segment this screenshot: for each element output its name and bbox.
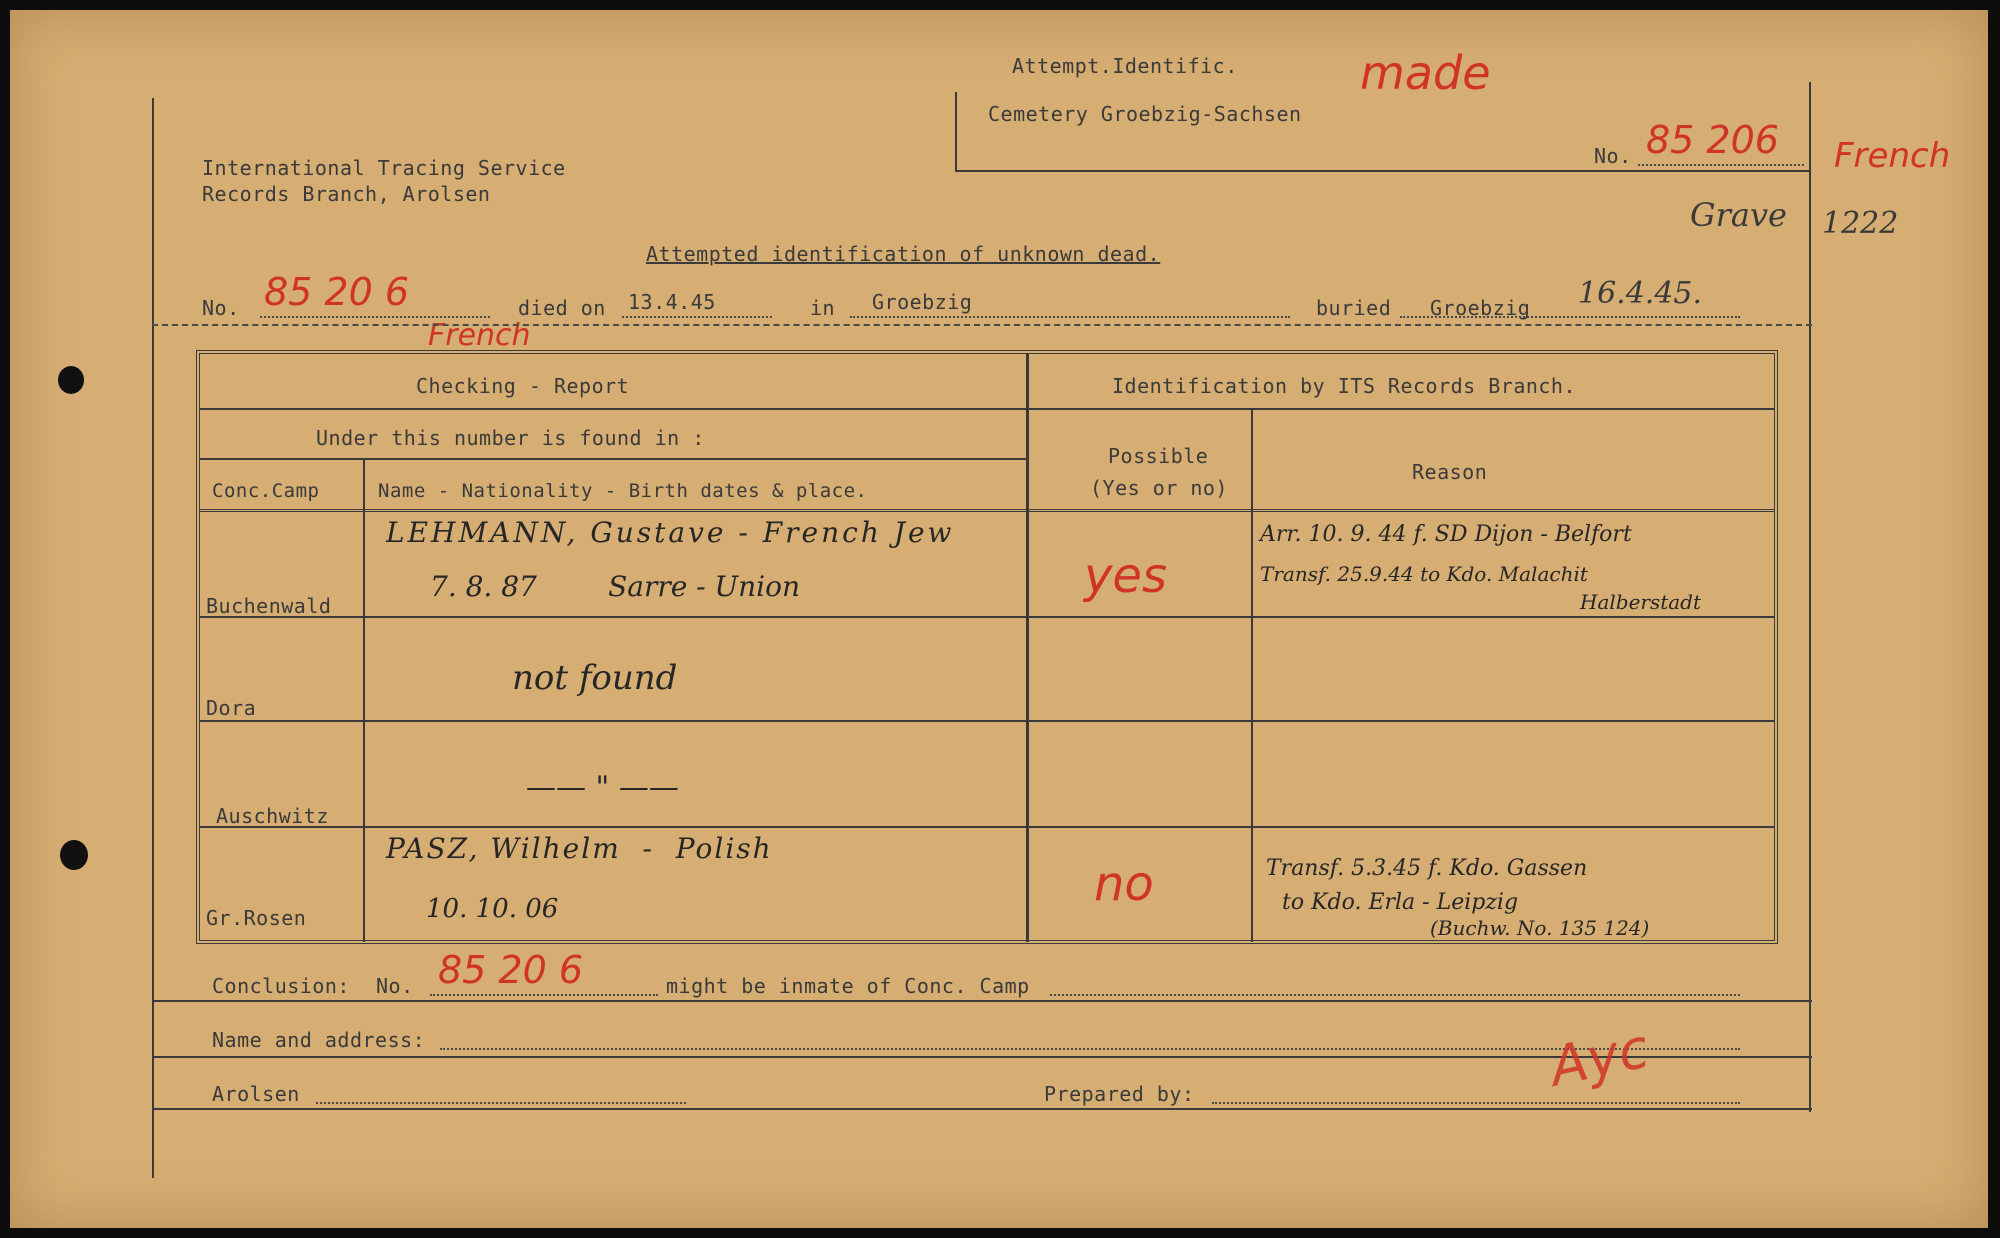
- row1-camp: Buchenwald: [206, 594, 332, 618]
- col-name-header: Name - Nationality - Birth dates & place.: [378, 480, 868, 502]
- name-address-label: Name and address:: [212, 1028, 426, 1052]
- cemetery-label: Cemetery Groebzig-Sachsen: [988, 102, 1302, 126]
- record-no-value: 85 20 6: [264, 270, 410, 314]
- row1-name-line1: LEHMANN, Gustave - French Jew: [386, 516, 955, 549]
- footer-rule-3: [152, 1108, 1812, 1110]
- conclusion-no-value: 85 20 6: [438, 948, 584, 992]
- made-note: made: [1360, 46, 1491, 100]
- index-card: [10, 10, 1988, 1228]
- record-no-label: No.: [202, 296, 240, 320]
- row4-possible: no: [1094, 856, 1154, 912]
- header-no-label: No.: [1594, 144, 1632, 168]
- arolsen-dots: [316, 1102, 686, 1104]
- arolsen-label: Arolsen: [212, 1082, 300, 1106]
- died-label: died on: [518, 296, 606, 320]
- found-in-header: Under this number is found in :: [316, 426, 705, 450]
- col-camp-header: Conc.Camp: [212, 480, 320, 502]
- attempt-label: Attempt.Identific.: [1012, 54, 1238, 78]
- header-no-dots: [1638, 164, 1804, 166]
- name-address-dots: [440, 1048, 1740, 1050]
- prepared-label: Prepared by:: [1044, 1082, 1195, 1106]
- col-reason-header: Reason: [1412, 460, 1488, 484]
- conclusion-no-label: No.: [376, 974, 414, 998]
- row4-reason-line3: (Buchw. No. 135 124): [1430, 916, 1650, 940]
- row1-reason-line2: Transf. 25.9.44 to Kdo. Malachit: [1260, 562, 1588, 586]
- header-no-value: 85 206: [1646, 118, 1779, 162]
- table-rule-3a: [1029, 408, 1774, 410]
- died-value: 13.4.45: [628, 290, 716, 314]
- table-rule-row3: [200, 826, 1774, 828]
- died-dots: [622, 316, 772, 318]
- row4-name-line2: 10. 10. 06: [426, 894, 559, 924]
- col-possible-header-1: Possible: [1108, 444, 1209, 468]
- punch-hole-top: [58, 366, 84, 394]
- row2-camp: Dora: [206, 696, 257, 720]
- org-line2: Records Branch, Arolsen: [202, 182, 491, 206]
- header-box-bottom: [955, 170, 1811, 172]
- row4-name-line1: PASZ, Wilhelm - Polish: [386, 832, 773, 865]
- record-nationality: French: [428, 318, 531, 353]
- in-value: Groebzig: [872, 290, 973, 314]
- row3-name-line1: —— " ——: [526, 770, 679, 805]
- buried-date: 16.4.45.: [1578, 276, 1703, 311]
- in-label: in: [810, 296, 836, 320]
- table-divider-camp: [363, 460, 365, 942]
- identification-header: Identification by ITS Records Branch.: [1112, 374, 1577, 398]
- left-margin-rule: [152, 98, 154, 1178]
- row2-name-line1: not found: [512, 658, 678, 698]
- record-separator: [152, 324, 1812, 326]
- in-dots: [850, 316, 1290, 318]
- row1-possible: yes: [1084, 548, 1167, 604]
- table-divider-possible: [1251, 410, 1253, 942]
- buried-place: Groebzig: [1430, 296, 1531, 320]
- col-possible-header-2: (Yes or no): [1090, 476, 1228, 500]
- conclusion-label: Conclusion:: [212, 974, 350, 998]
- right-margin-rule: [1809, 82, 1811, 1112]
- signature: Ayc: [1544, 1016, 1655, 1099]
- grave-label: Grave: [1690, 196, 1787, 234]
- table-divider-main: [1026, 354, 1029, 942]
- grave-value: 1222: [1822, 206, 1899, 241]
- row4-camp: Gr.Rosen: [206, 906, 307, 930]
- checking-report-header: Checking - Report: [416, 374, 630, 398]
- table-rule-row2: [200, 720, 1774, 722]
- row3-camp: Auschwitz: [216, 804, 329, 828]
- table-rule-row1: [200, 616, 1774, 618]
- row1-name-line2: 7. 8. 87 Sarre - Union: [430, 570, 801, 603]
- table-rule-2: [200, 458, 1028, 460]
- org-line1: International Tracing Service: [202, 156, 566, 180]
- buried-label: buried: [1316, 296, 1392, 320]
- table-rule-header-bottom: [200, 509, 1774, 512]
- conclusion-camp-dots: [1050, 994, 1740, 996]
- nationality-note: French: [1834, 136, 1951, 176]
- punch-hole-bottom: [60, 840, 88, 870]
- prepared-dots: [1212, 1102, 1740, 1104]
- row4-reason-line2: to Kdo. Erla - Leipzig: [1282, 890, 1519, 915]
- conclusion-no-dots: [430, 994, 658, 996]
- header-box-left: [955, 92, 957, 172]
- row1-reason-line3: Halberstadt: [1580, 590, 1702, 614]
- footer-rule-1: [152, 1000, 1812, 1002]
- card-title: Attempted identification of unknown dead.: [646, 242, 1161, 266]
- row1-reason-line1: Arr. 10. 9. 44 f. SD Dijon - Belfort: [1260, 522, 1632, 547]
- row4-reason-line1: Transf. 5.3.45 f. Kdo. Gassen: [1266, 856, 1588, 881]
- table-rule-1: [200, 408, 1028, 410]
- conclusion-text: might be inmate of Conc. Camp: [666, 974, 1030, 998]
